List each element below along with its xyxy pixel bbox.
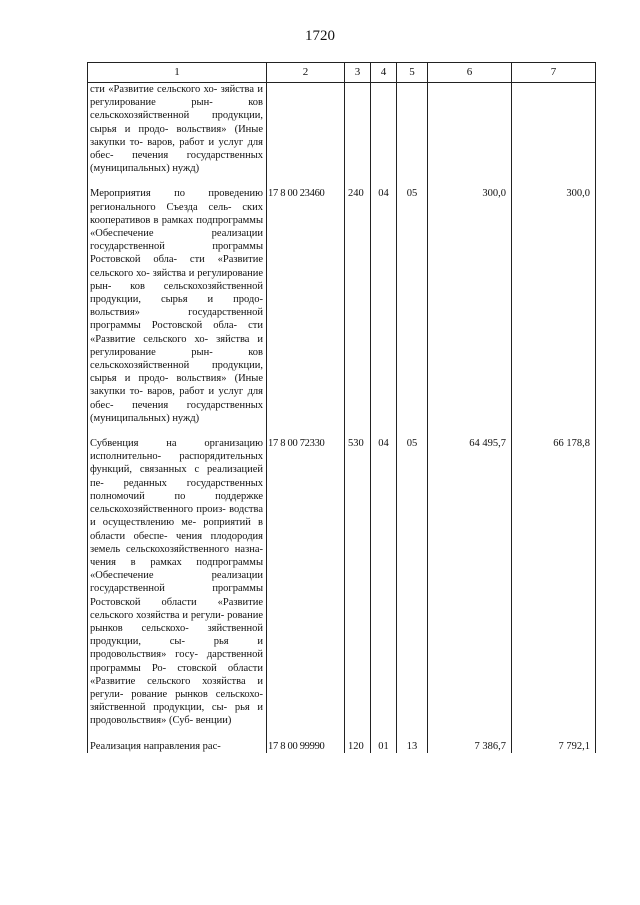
spacer-cell [345, 175, 371, 187]
item-name-line: рья и продовольствия» госу- [90, 636, 263, 661]
spacer-cell [428, 175, 512, 187]
target-article-code: 17 8 00 23460 [267, 187, 345, 425]
item-name-line: Мероприятия по проведению [90, 188, 263, 200]
row-spacer [88, 728, 596, 740]
spacer-cell [512, 425, 596, 437]
column-header-5: 5 [397, 63, 428, 83]
spacer-cell [428, 728, 512, 740]
item-name-line: рование рынков сельскохо- [131, 688, 263, 700]
table-row [88, 437, 596, 727]
expense-type-code [345, 83, 371, 176]
item-name-line: дарственной программы Ро- [90, 649, 263, 674]
item-name-line: вольствия» государственной [90, 307, 263, 319]
spacer-cell [371, 425, 397, 437]
budget-table [87, 62, 596, 753]
item-name-line: продукции, сырья и продо- [90, 360, 263, 385]
item-name-line: Реализация направления рас- [90, 740, 221, 752]
item-name-line: вольствия» (Иные закупки то- [90, 373, 263, 398]
item-name-line: роприятий в области обеспе- [90, 517, 263, 542]
item-name-line: Субвенция на организацию [90, 438, 263, 450]
amount-year-1: 7 386,7 [428, 740, 512, 753]
expense-type-code: 240 [345, 187, 371, 425]
subsection-code [397, 83, 428, 176]
spacer-cell [345, 728, 371, 740]
spacer-cell [371, 728, 397, 740]
item-name-line: связанных с реализацией пе- [90, 464, 264, 489]
item-name-line: водства и осуществлению ме- [90, 504, 263, 529]
table-row [88, 187, 596, 425]
expense-type-code: 120 [345, 740, 371, 753]
item-name-line: печения государственных [132, 399, 263, 411]
column-header-1: 1 [88, 63, 267, 83]
section-code: 01 [371, 740, 397, 753]
item-name-line: рование рынков сельскохо- [90, 609, 263, 634]
table-row [88, 83, 596, 176]
item-name-line: вольствия» (Иные закупки то- [90, 123, 263, 148]
column-header-4: 4 [371, 63, 397, 83]
item-name-line: программы Ростовской обла- [90, 241, 263, 266]
column-header-7: 7 [512, 63, 596, 83]
table-body [88, 83, 596, 753]
item-name-line: Ростовской области «Развитие [90, 596, 263, 608]
spacer-cell [371, 175, 397, 187]
item-name-line: чения плодородия земель [90, 530, 263, 555]
item-name-line: зяйства и регулирование рын- [90, 84, 263, 109]
item-name-line: зяйства и регулирование рын- [90, 333, 263, 358]
item-name-cell [88, 83, 267, 176]
item-name-line: продукции, сырья и продо- [90, 294, 263, 306]
target-article-code: 17 8 00 72330 [267, 437, 345, 727]
item-name-line: (муниципальных) нужд) [90, 163, 200, 175]
spacer-cell [88, 728, 267, 740]
column-header-3: 3 [345, 63, 371, 83]
item-name-line: регионального Съезда сель- [90, 201, 232, 213]
amount-year-2: 66 178,8 [512, 437, 596, 727]
item-name-line: стовской области «Развитие [90, 662, 263, 687]
item-name-line: государственной программы [90, 583, 263, 595]
item-name-line: варов, работ и услуг для обес- [90, 386, 263, 411]
item-name-line: варов, работ и услуг для обес- [90, 136, 263, 162]
item-name-line: (муниципальных) нужд) [90, 412, 200, 424]
item-name-line: подпрограммы «Обеспечение [90, 214, 263, 240]
spacer-cell [397, 425, 428, 437]
item-name-cell [88, 437, 267, 727]
amount-year-1 [428, 83, 512, 176]
subsection-code: 05 [397, 437, 428, 727]
table-row [88, 740, 596, 753]
item-name-line: реализации государственной [90, 228, 263, 253]
item-name-line: сти «Развитие сельского хо- [90, 84, 218, 95]
spacer-cell [428, 425, 512, 437]
item-name-line: ков сельскохозяйственной [90, 346, 263, 372]
spacer-cell [267, 425, 345, 437]
item-name-line: сельскохозяйственного назна- [125, 543, 263, 555]
item-name-line: продукции, сырья и продо- [90, 110, 263, 135]
item-name-line: зяйства и регулирование рын- [90, 267, 264, 292]
section-code: 04 [371, 187, 397, 425]
item-name-line: зяйственной продукции, сы- [90, 622, 263, 648]
amount-year-2: 7 792,1 [512, 740, 596, 753]
spacer-cell [267, 728, 345, 740]
spacer-cell [345, 425, 371, 437]
spacer-cell [397, 728, 428, 740]
spacer-cell [512, 175, 596, 187]
item-name-line: сельского хозяйства и регули- [90, 675, 264, 700]
page-number: 1720 [305, 28, 335, 44]
item-name-line: исполнительно- [90, 451, 162, 463]
subsection-code: 13 [397, 740, 428, 753]
row-spacer [88, 425, 596, 437]
item-name-line: программы Ростовской обла- [90, 320, 238, 332]
item-name-line: сельскохозяйственного произ- [90, 504, 226, 516]
item-name-line: реданных государственных [123, 477, 263, 489]
item-name-line: полномочий по поддержке [90, 490, 263, 502]
amount-year-1: 300,0 [428, 187, 512, 425]
section-code: 04 [371, 437, 397, 727]
item-name-line: «Обеспечение реализации [90, 570, 263, 582]
amount-year-2 [512, 83, 596, 176]
item-name-line: зяйственной продукции, сы- [90, 702, 228, 714]
item-name-line: сти «Развитие сельского хо- [90, 254, 264, 279]
spacer-cell [88, 175, 267, 187]
target-article-code [267, 83, 345, 176]
item-name-line: чения в рамках подпрограммы [90, 556, 263, 568]
amount-year-2: 300,0 [512, 187, 596, 425]
subsection-code: 05 [397, 187, 428, 425]
section-code [371, 83, 397, 176]
item-name-line: печения государственных [132, 150, 263, 162]
target-article-code: 17 8 00 99990 [267, 740, 345, 753]
item-name-line: ков сельскохозяйственной [90, 97, 263, 122]
amount-year-1: 64 495,7 [428, 437, 512, 727]
item-name-cell [88, 740, 267, 753]
item-name-line: венции) [195, 715, 232, 727]
spacer-cell [397, 175, 428, 187]
column-header-2: 2 [267, 63, 345, 83]
table-header-row [88, 63, 596, 83]
item-name-line: сти «Развитие сельского хо- [90, 320, 263, 345]
item-name-line: ских кооперативов в рамках [90, 201, 264, 226]
item-name-line: рья и продовольствия» (Суб- [90, 702, 263, 727]
item-name-line: распорядительных функций, [90, 451, 263, 476]
spacer-cell [512, 728, 596, 740]
item-name-cell [88, 187, 267, 425]
column-header-6: 6 [428, 63, 512, 83]
item-name-line: ков сельскохозяйственной [130, 280, 263, 292]
row-spacer [88, 175, 596, 187]
spacer-cell [267, 175, 345, 187]
item-name-line: сельского хозяйства и регули- [90, 609, 225, 621]
expense-type-code: 530 [345, 437, 371, 727]
spacer-cell [88, 425, 267, 437]
